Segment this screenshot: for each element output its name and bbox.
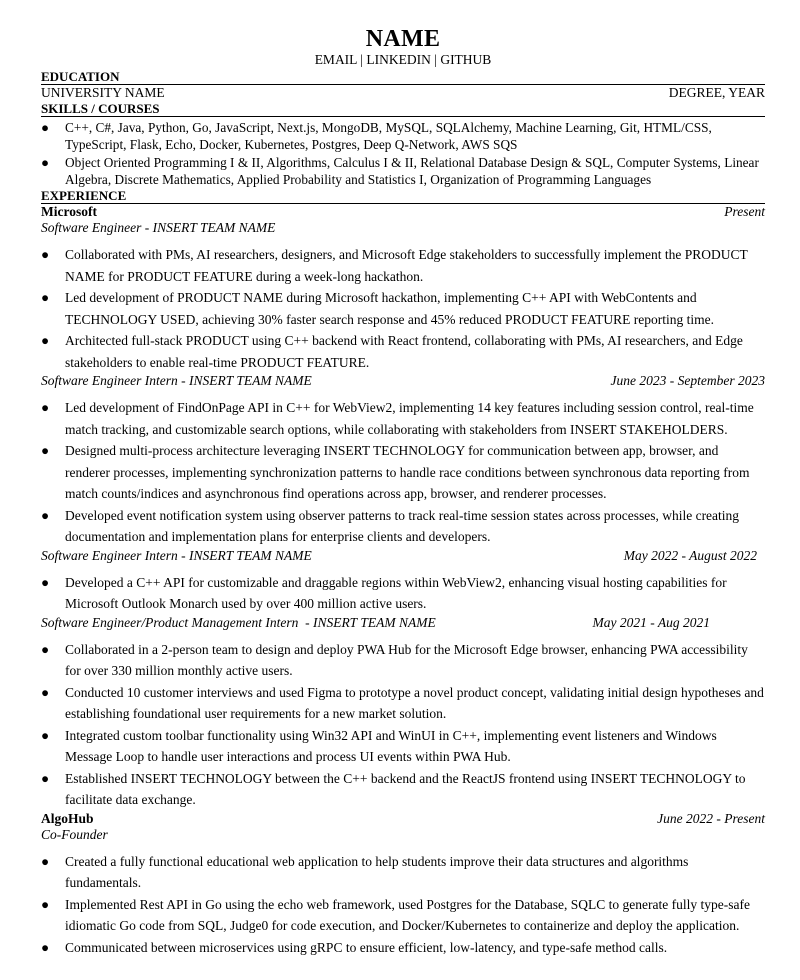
bullet-icon: ● [41,770,50,786]
list-item [41,397,765,440]
role-row [41,220,765,236]
company-date: June 2022 - Present [657,810,765,826]
list-item [41,682,765,725]
bullet-text: Architected full-stack PRODUCT using C++ backend with React frontend, collaborating with PMs, AI researchers, and Edge stakeholders to enable real-time PRODUCT FEATURE. [65,333,743,370]
bullet-text: Communicated between microservices using gRPC to ensure efficient, low-latency, and type-safe method calls. [65,939,668,955]
role-row [41,548,757,564]
bullet-text: Developed event notification system using observer patterns to track real-time session states across processes, while creating documentation and implementation plans for enterprise clients and developers. [65,507,740,544]
bullet-icon: ● [41,684,50,700]
company-name: AlgoHub [41,810,94,826]
role-bullets [41,572,765,615]
list-item [41,505,765,548]
bullet-icon: ● [41,400,50,415]
role-bullets [41,244,765,373]
bullet-icon: ● [41,727,50,743]
bullet-text: Collaborated with PMs, AI researchers, designers, and Microsoft Edge stakeholders to successfully implement the PRODUCT NAME for PRODUCT FEATURE during a week-long hackathon. [65,247,748,284]
role-date: June 2023 - September 2023 [610,373,765,388]
bullet-text: Established INSERT TECHNOLOGY between the C++ backend and the ReactJS frontend using INSERT TECHNOLOGY to facilitate data exchange. [65,770,746,807]
role-row [41,373,765,389]
list-item [41,572,765,615]
skills-courses: Object Oriented Programming I & II, Algorithms, Calculus I & II, Relational Database Design & SQL, Computer Systems, Linear Algebra, Discrete Mathematics, Applied Probability and Statistics I, Organization of Programming Languages [65,155,759,187]
skills-heading: SKILLS / COURSES [41,101,765,117]
bullet-text: Led development of PRODUCT NAME during Microsoft hackathon, implementing C++ API with WebContents and TECHNOLOGY USED, achieving 30% faster search response and 45% reduced PRODUCT FEATURE reporting time. [65,290,714,327]
bullet-icon: ● [41,853,50,869]
company-row-microsoft [41,204,765,220]
degree-year: DEGREE, YEAR [668,85,765,100]
role-bullets [41,851,765,959]
experience-heading: EXPERIENCE [41,188,765,204]
bullet-icon: ● [41,290,50,305]
university-name: UNIVERSITY NAME [41,85,165,100]
role-title: Software Engineer - INSERT TEAM NAME [41,220,276,235]
bullet-text: Designed multi-process architecture leveraging INSERT TECHNOLOGY for communication between app, browser, and renderer processes, implementing synchronization patterns to handle race conditions between synchronous data reporting from match counts/indices and asynchronous find operations across app, browser, and renderer processes. [65,443,750,501]
company-date: Present [724,204,765,219]
bullet-icon: ● [41,507,50,523]
role-date: May 2021 - Aug 2021 [592,614,710,630]
bullet-icon: ● [41,333,50,348]
bullet-text: Developed a C++ API for customizable and draggable regions within WebView2, enhancing visual hosting capabilities for Microsoft Outlook Monarch used by over 400 million active users. [65,574,727,611]
role-date: May 2022 - August 2022 [623,547,757,563]
list-item [41,894,765,937]
bullet-text: Conducted 10 customer interviews and used Figma to prototype a novel product concept, validating initial design hypotheses and establishing foundational user requirements for a new market solution. [65,684,764,721]
list-item [41,768,765,811]
role-title: Software Engineer Intern - INSERT TEAM NAME [41,373,312,388]
bullet-icon: ● [41,939,50,955]
list-item [41,119,765,153]
role-bullets [41,397,765,548]
company-row-algohub [41,811,765,827]
bullet-text: Integrated custom toolbar functionality using Win32 API and WinUI in C++, implementing event listeners and Windows Message Loop to handle user interactions and process UI events within PWA Hub. [65,727,717,764]
role-title: Software Engineer Intern - INSERT TEAM NAME [41,547,312,563]
list-item [41,330,765,373]
list-item [41,725,765,768]
role-bullets [41,639,765,811]
list-item [41,639,765,682]
role-title: Software Engineer/Product Management Intern - INSERT TEAM NAME [41,614,436,630]
list-item [41,851,765,894]
skills-list [41,119,765,188]
candidate-name: NAME [365,26,441,52]
bullet-icon: ● [41,443,50,458]
bullet-icon: ● [41,120,50,135]
role-row [41,827,765,843]
bullet-icon: ● [41,574,50,590]
education-heading: EDUCATION [41,69,765,85]
company-name: Microsoft [41,204,97,219]
contact-line: EMAIL | LINKEDIN | GITHUB [314,52,492,67]
bullet-icon: ● [41,641,50,657]
resume-page [41,26,765,958]
role-row [41,615,710,631]
education-row [41,85,765,101]
list-item [41,287,765,330]
list-item [41,937,765,959]
bullet-icon: ● [41,896,50,912]
list-item [41,154,765,188]
list-item [41,440,765,505]
bullet-text: Implemented Rest API in Go using the echo web framework, used Postgres for the Database, SQLC to generate fully type-safe idiomatic Go code from SQL, Judge0 for code execution, and Docker/Kubernetes to containerize and deploy the application. [65,896,750,933]
list-item [41,244,765,287]
skills-languages: C++, C#, Java, Python, Go, JavaScript, Next.js, MongoDB, MySQL, SQLAlchemy, Machine Learning, Git, HTML/CSS, TypeScript, Flask, Echo, Docker, Kubernetes, Postgres, Deep Q-Network, AWS SQS [65,120,712,152]
bullet-text: Collaborated in a 2-person team to design and deploy PWA Hub for the Microsoft Edge browser, enhancing PWA accessibility for over 330 million monthly active users. [65,641,748,678]
bullet-icon: ● [41,247,50,262]
bullet-text: Led development of FindOnPage API in C++ for WebView2, implementing 14 key features including session control, real-time match tracking, and customizable search options, while collaborating with stakeholders from INSERT STAKEHOLDERS. [65,400,754,437]
role-title: Co-Founder [41,826,108,842]
bullet-icon: ● [41,155,50,170]
bullet-text: Created a fully functional educational web application to help students improve their data structures and algorithms fundamentals. [65,853,689,890]
